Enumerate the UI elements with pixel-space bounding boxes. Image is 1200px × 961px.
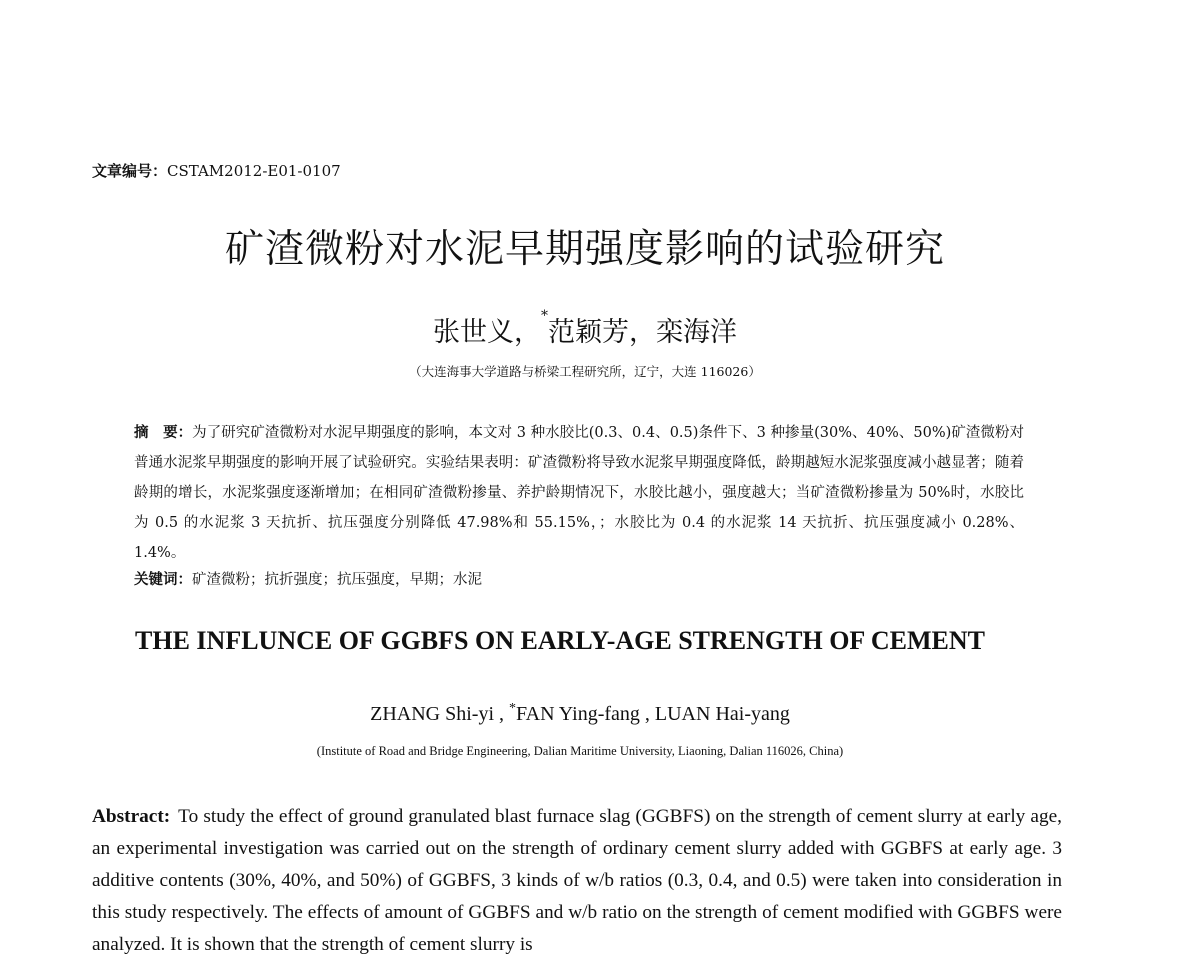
chinese-title: 矿渣微粉对水泥早期强度影响的试验研究 <box>224 227 945 272</box>
english-affiliation: (Institute of Road and Bridge Engineering, Dalian Maritime University, Liaoning, Dalian 116026, China) <box>316 744 844 758</box>
chinese-keywords-text: 矿渣微粉；抗折强度；抗压强度，早期；水泥 <box>192 572 482 588</box>
english-author-2-3: FAN Ying-fang , LUAN Hai-yang <box>516 703 790 725</box>
english-corresponding-author-mark: * <box>509 701 517 716</box>
english-abstract-label: Abstract: <box>92 806 171 827</box>
english-abstract <box>92 801 1062 961</box>
article-number <box>92 160 341 181</box>
chinese-abstract-label: 摘 要： <box>134 424 193 441</box>
chinese-affiliation: （大连海事大学道路与桥梁工程研究所，辽宁，大连 116026） <box>409 364 761 379</box>
chinese-author-1: 张世义， <box>433 317 541 348</box>
chinese-abstract-text: 为了研究矿渣微粉对水泥早期强度的影响，本文对 3 种水胶比(0.3、0.4、0.5)条件下、3 种掺量(30%、40%、50%)矿渣微粉对普通水泥浆早期强度的影响开展了试验研究。实验结果表明：矿渣微粉将导致水泥浆早期强度降低，龄期越短水泥浆强度减小越显著；随着龄期的增长，水泥浆强度逐渐增加；在相同矿渣微粉掺量、养护龄期情况下，水胶比越小，强度越大；当矿渣微粉掺量为 50%时，水胶比为 0.5 的水泥浆 3 天抗折、抗压强度分别降低 47.98%和 55.15%，；水胶比为 0.4 的水泥浆 14 天抗折、抗压强度减小 0.28%、1.4%。 <box>134 425 1024 561</box>
chinese-keywords-label: 关键词： <box>134 571 192 588</box>
english-author-1: ZHANG Shi-yi , <box>370 703 510 725</box>
chinese-authors <box>0 310 1170 349</box>
chinese-keywords <box>134 568 1024 592</box>
english-authors <box>0 703 1160 726</box>
article-number-label: 文章编号： <box>92 162 168 180</box>
english-title: THE INFLUNCE OF GGBFS ON EARLY-AGE STRENGTH OF CEMENT <box>135 626 985 655</box>
chinese-abstract <box>134 418 1024 568</box>
english-abstract-text: To study the effect of ground granulated blast furnace slag (GGBFS) on the strength of cement slurry at early age, an experimental investigation was carried out on the strength of ordinary cement slurry added with GGBFS at early age. 3 additive contents (30%, 40%, and 50%) of GGBFS, 3 kinds of w/b ratios (0.3, 0.4, and 0.5) were taken into consideration in this study respectively. The effects of amount of GGBFS and w/b ratio on the strength of cement modified with GGBFS were analyzed. It is shown that the strength of cement slurry is <box>92 806 1062 955</box>
article-number-value: CSTAM2012-E01-0107 <box>167 162 341 180</box>
chinese-author-2-3: 范颖芳，栾海洋 <box>548 317 737 348</box>
corresponding-author-mark: * <box>541 308 548 324</box>
